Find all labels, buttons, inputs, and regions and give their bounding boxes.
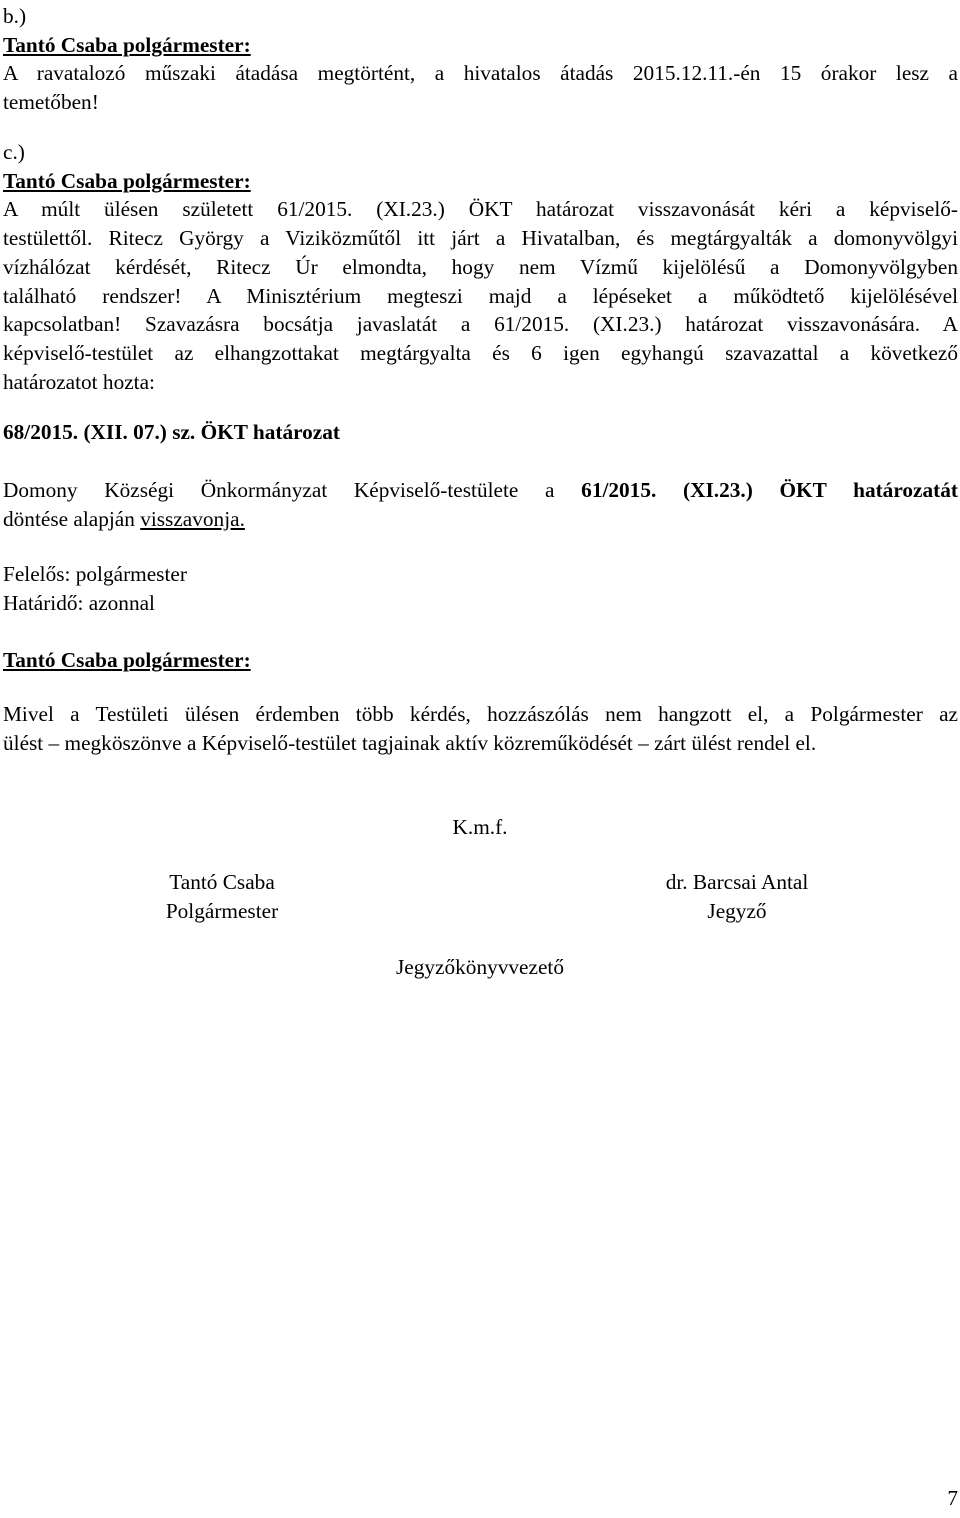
resolution-title: 68/2015. (XII. 07.) sz. ÖKT határozat	[3, 420, 340, 444]
section-c-line-2: testülettől. Ritecz György a Viziközműtől itt járt a Hivatalban, és megtárgyalták a domonyvölgyi	[3, 226, 958, 251]
closing-speaker: Tantó Csaba polgármester:	[3, 648, 251, 672]
page-number: 7	[947, 1486, 958, 1510]
section-c-line-3: vízhálózat kérdését, Ritecz Úr elmondta, hogy nem Vízmű kijelölésű a Domonyvölgyben	[3, 254, 958, 279]
section-c-speaker: Tantó Csaba polgármester:	[3, 168, 251, 193]
closing-body	[3, 700, 958, 757]
resolution-line-1	[3, 476, 958, 505]
section-b-speaker: Tantó Csaba polgármester:	[3, 32, 251, 57]
responsible-line: Felelős: polgármester	[3, 562, 187, 586]
section-c-line-4: található rendszer! A Minisztérium megteszi majd a lépéseket a működtető kijelölésével	[3, 283, 958, 308]
deadline-line: Határidő: azonnal	[3, 590, 155, 615]
resolution-line-2-text: döntése alapján	[3, 506, 135, 531]
signature-left-title: Polgármester	[165, 899, 279, 923]
signature-right-name: dr. Barcsai Antal	[665, 870, 809, 894]
signature-bottom: Jegyzőkönyvvezető	[396, 955, 564, 979]
resolution-body	[3, 476, 958, 533]
resolution-line-2-underlined: visszavonja.	[140, 506, 245, 531]
signature-right-title: Jegyző	[707, 899, 767, 923]
section-b-label: b.)	[3, 4, 27, 28]
resolution-meta	[3, 560, 958, 617]
section-b-line-1: A ravatalozó műszaki átadása megtörtént, a hivatalos átadás 2015.12.11.-én 15 órakor lesz a	[3, 61, 958, 86]
section-c-label: c.)	[3, 140, 25, 164]
resolution-line-1-bold: 61/2015. (XI.23.) ÖKT határozatát	[581, 478, 958, 502]
closing-line-2: ülést – megköszönve a Képviselő-testület tagjainak aktív közreműködését – zárt ülést rendel el.	[3, 730, 817, 755]
section-c-line-1: A múlt ülésen született 61/2015. (XI.23.) ÖKT határozat visszavonását kéri a képviselő-	[3, 197, 958, 222]
section-b	[3, 2, 958, 117]
section-c-line-7: határozatot hozta:	[3, 369, 155, 394]
closing-line-1: Mivel a Testületi ülésen érdemben több kérdés, hozzászólás nem hangzott el, a Polgármester az	[3, 702, 958, 726]
section-c	[3, 138, 958, 396]
section-c-line-6: képviselő-testület az elhangzottakat megtárgyalta és 6 igen egyhangú szavazattal a következő	[3, 340, 958, 365]
resolution-title-block	[3, 418, 958, 447]
signature-left-name: Tantó Csaba	[169, 870, 275, 894]
closing-speaker-block	[3, 646, 958, 675]
resolution-line-2	[3, 505, 958, 534]
resolution-line-1-text: Domony Községi Önkormányzat Képviselő-testülete a	[3, 478, 555, 502]
section-c-line-5: kapcsolatban! Szavazásra bocsátja javaslatát a 61/2015. (XI.23.) határozat visszavonására. A	[3, 312, 958, 337]
kmf: K.m.f.	[452, 815, 508, 839]
section-b-line-2: temetőben!	[3, 90, 99, 115]
